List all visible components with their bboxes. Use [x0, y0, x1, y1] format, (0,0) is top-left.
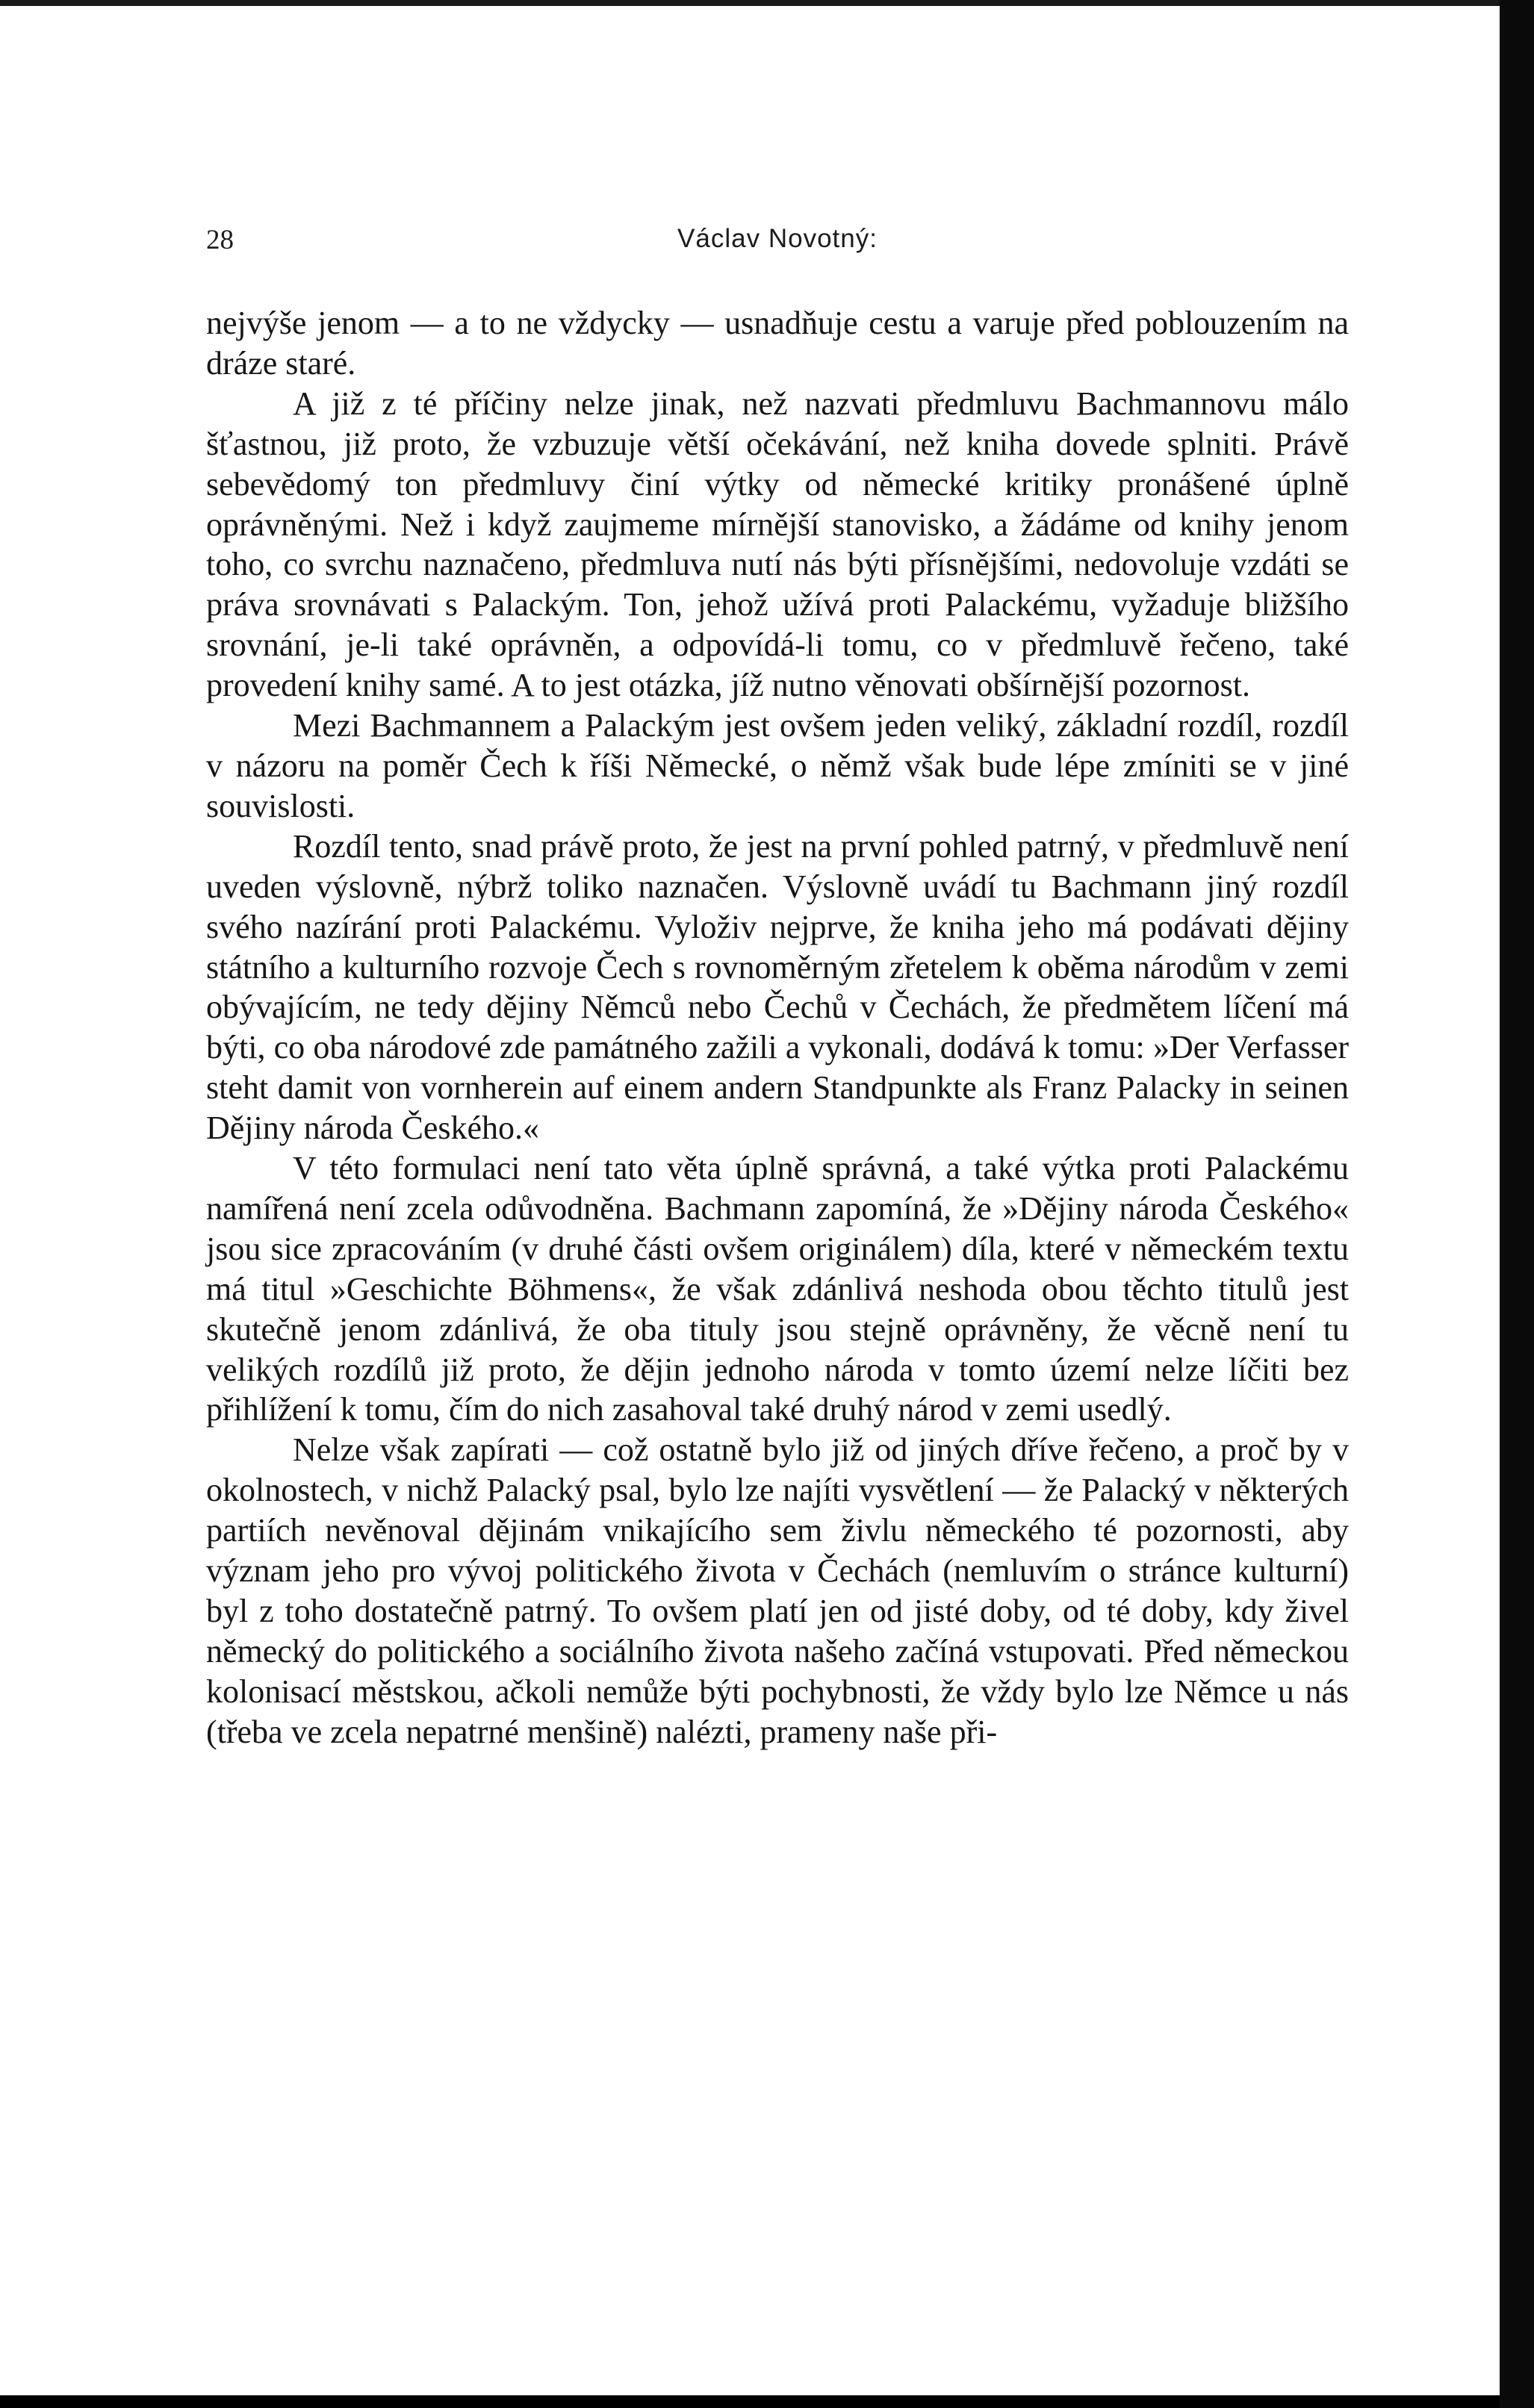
paragraph: Rozdíl tento, snad právě proto, že jest na první pohled patrný, v předmluvě není uveden výslovně, nýbrž toliko naznačen. Výslovně uvádí tu Bachmann jiný rozdíl svého nazírání proti Palackému. Vyloživ nejprve, že kniha jeho má podávati dějiny státního a kulturního rozvoje Čech s rovnoměrným zřetelem k oběma národům v zemi obývajícím, ne tedy dějiny Němců nebo Čechů v Čechách, že předmětem líčení má býti, co oba národové zde památného zažili a vykonali, dodává k tomu: »Der Verfasser steht damit von vornherein auf einem andern Standpunkte als Franz Palacky in seinen Dějiny národa Českého.« — [206, 827, 1349, 1147]
running-title: Václav Novotný: — [677, 224, 878, 253]
paragraph-continuation: nejvýše jenom — a to ne vždycky — usnadňuje cestu a varuje před poblouzením na dráze staré. — [206, 305, 1349, 382]
body-text — [206, 303, 1349, 1752]
paragraph: Mezi Bachmannem a Palackým jest ovšem jeden veliký, základní rozdíl, rozdíl v názoru na poměr Čech k říši Německé, o němž však bude lépe zmíniti se v jiné souvislosti. — [206, 707, 1349, 824]
paragraph: Nelze však zapírati — což ostatně bylo již od jiných dříve řečeno, a proč by v okolnostech, v nichž Palacký psal, bylo lze najíti vysvětlení — že Palacký v některých partiích nevěnoval dějinám vnikajícího sem živlu německého té pozornosti, aby význam jeho pro vývoj politického života v Čechách (nemluvím o stránce kulturní) byl z toho dostatečně patrný. To ovšem platí jen od jisté doby, od té doby, kdy živel německý do politického a sociálního života našeho začíná vstupovati. Před německou kolonisací městskou, ačkoli nemůže býti pochybnosti, že vždy bylo lze Němce u nás (třeba ve zcela nepatrné menšině) nalézti, prameny naše při- — [206, 1431, 1349, 1750]
page-number: 28 — [206, 225, 234, 255]
paragraph: A již z té příčiny nelze jinak, než nazvati předmluvu Bachmannovu málo šťastnou, již proto, že vzbuzuje větší očekávání, než kniha dovede splniti. Právě sebevědomý ton předmluvy činí výtky od německé kritiky pronášené úplně oprávněnými. Než i když zaujmeme mírnější stanovisko, a žádáme od knihy jenom toho, co svrchu naznačeno, předmluva nutí nás býti přísnějšími, nedovoluje vzdáti se práva srovnávati s Palackým. Ton, jehož užívá proti Palackému, vyžaduje bližšího srovnání, je-li také oprávněn, a odpovídá-li tomu, co v předmluvě řečeno, také provedení knihy samé. A to jest otázka, jíž nutno věnovati obšírnější pozornost. — [206, 385, 1349, 704]
running-head — [206, 224, 1349, 269]
scan-border — [1500, 0, 1534, 2408]
paragraph: V této formulaci není tato věta úplně správná, a také výtka proti Palackému namířená není zcela odůvodněna. Bachmann zapomíná, že »Dějiny národa Českého« jsou sice zpracováním (v druhé části ovšem originálem) díla, které v německém textu má titul »Geschichte Böhmens«, že však zdánlivá neshoda obou těchto titulů jest skutečně jenom zdánlivá, že oba tituly jsou stejně oprávněny, že věcně není tu velikých rozdílů již proto, že dějin jednoho národa v tomto území nelze líčiti bez přihlížení k tomu, čím do nich zasahoval také druhý národ v zemi usedlý. — [206, 1150, 1349, 1428]
